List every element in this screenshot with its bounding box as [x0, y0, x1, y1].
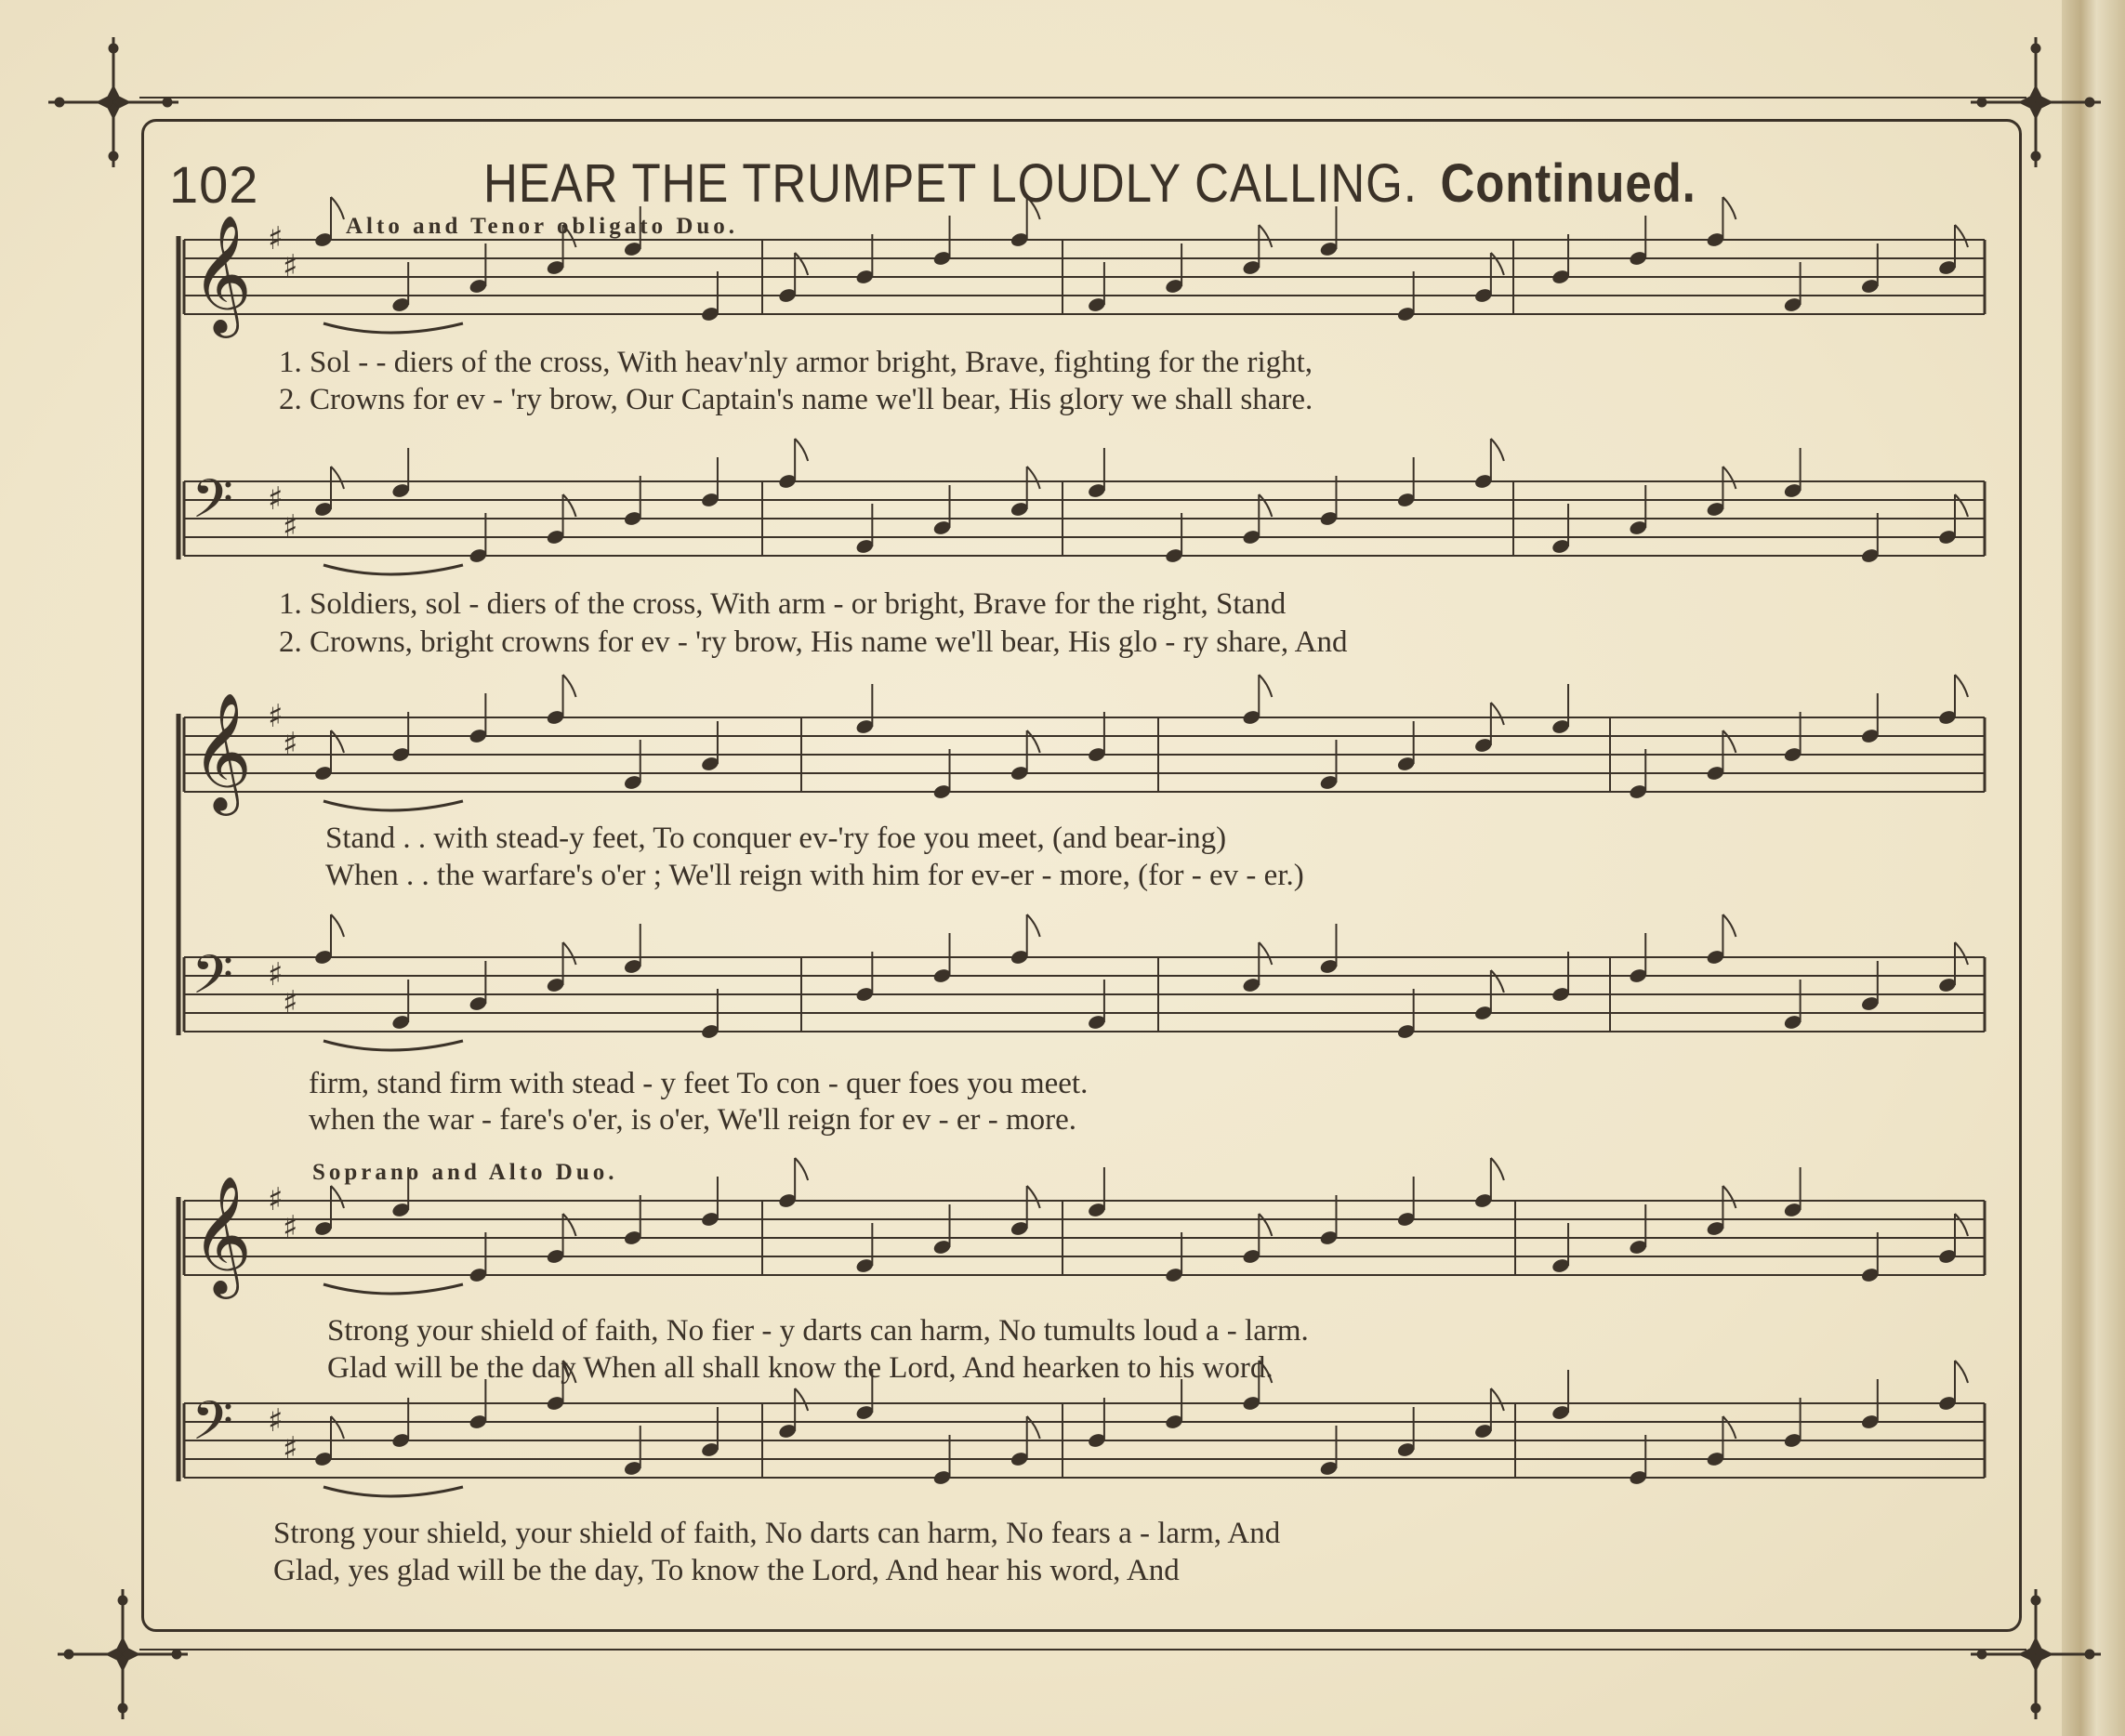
note-flag: [1259, 494, 1272, 517]
lyric-line: Glad will be the day When all shall know the Lord, And hearken to his word.: [327, 1351, 1274, 1385]
note-flag: [563, 942, 576, 965]
lyric-line: 2. Crowns, bright crowns for ev - 'ry brow, His name we'll bear, His glo - ry share, And: [279, 625, 1348, 659]
lyric-line: When . . the warfare's o'er ; We'll reign with him for ev-er - more, (for - ev - er.): [325, 859, 1304, 892]
note-flag: [1027, 1416, 1040, 1439]
lyric-line: 1. Sol - - diers of the cross, With heav'nly armor bright, Brave, fighting for the right,: [279, 346, 1313, 379]
note-flag: [1491, 703, 1504, 725]
treble-clef-icon: 𝄞: [191, 214, 253, 333]
sharp-icon: ♯: [268, 1402, 284, 1440]
section-label-alto-tenor: Alto and Tenor obligato Duo.: [346, 214, 739, 239]
tie-mark: [323, 1041, 463, 1050]
note-flag: [1259, 1214, 1272, 1236]
continued-label: Continued.: [1440, 153, 1696, 214]
tie-mark: [323, 565, 463, 574]
note-flag: [795, 1388, 808, 1411]
note-flag: [331, 467, 344, 489]
lyric-line: Strong your shield, your shield of faith, No darts can harm, No fears a - larm, And: [273, 1517, 1281, 1550]
note-flag: [331, 197, 344, 219]
note-flag: [1027, 467, 1040, 489]
treble-clef-icon: 𝄞: [191, 691, 253, 810]
sharp-icon: ♯: [283, 984, 298, 1021]
note-flag: [795, 1158, 808, 1180]
sharp-icon: ♯: [283, 726, 298, 763]
note-flag: [563, 1214, 576, 1236]
note-flag: [1722, 1186, 1736, 1208]
tie-mark: [323, 1284, 463, 1294]
sharp-icon: ♯: [268, 956, 284, 993]
note-flag: [563, 225, 576, 247]
note-flag: [795, 253, 808, 275]
sharp-icon: ♯: [268, 698, 284, 735]
sharp-icon: ♯: [283, 248, 298, 285]
note-flag: [1259, 675, 1272, 697]
note-flag: [1722, 467, 1736, 489]
note-flag: [1027, 1186, 1040, 1208]
note-flag: [1259, 225, 1272, 247]
note-flag: [1491, 439, 1504, 461]
note-flag: [1491, 1158, 1504, 1180]
note-flag: [563, 494, 576, 517]
note-flag: [1027, 914, 1040, 937]
note-flag: [1955, 1214, 1968, 1236]
lyric-line: 1. Soldiers, sol - diers of the cross, With arm - or bright, Brave for the right, Stand: [279, 587, 1287, 621]
note-flag: [1027, 197, 1040, 219]
note-flag: [1955, 942, 1968, 965]
note-flag: [1259, 942, 1272, 965]
lyric-line: when the war - fare's o'er, is o'er, We'll reign for ev - er - more.: [309, 1103, 1077, 1137]
note-flag: [1722, 730, 1736, 753]
note-flag: [1027, 730, 1040, 753]
note-flag: [1491, 970, 1504, 993]
section-label-soprano-alto: Soprano and Alto Duo.: [312, 1160, 618, 1185]
note-flag: [331, 914, 344, 937]
note-flag: [331, 1186, 344, 1208]
sharp-icon: ♯: [283, 1209, 298, 1246]
note-flag: [563, 675, 576, 697]
tie-mark: [323, 323, 463, 333]
note-flag: [1955, 1361, 1968, 1383]
lyric-line: 2. Crowns for ev - 'ry brow, Our Captain's name we'll bear, His glory we shall share.: [279, 383, 1313, 416]
bass-clef-icon: 𝄢: [191, 467, 234, 544]
bass-clef-icon: 𝄢: [191, 943, 234, 1019]
note-flag: [1722, 197, 1736, 219]
note-flag: [1955, 675, 1968, 697]
note-flag: [795, 439, 808, 461]
tie-mark: [323, 801, 463, 810]
title-text: HEAR THE TRUMPET LOUDLY CALLING.: [483, 153, 1418, 214]
sharp-icon: ♯: [283, 508, 298, 546]
note-flag: [331, 730, 344, 753]
page-number: 102: [169, 155, 259, 214]
sharp-icon: ♯: [283, 1430, 298, 1467]
note-flag: [331, 1416, 344, 1439]
sharp-icon: ♯: [268, 480, 284, 518]
lyric-line: Strong your shield of faith, No fier - y darts can harm, No tumults loud a - larm.: [327, 1314, 1309, 1348]
lyric-line: Stand . . with stead-y feet, To conquer ev-'ry foe you meet, (and bear-ing): [325, 822, 1227, 855]
bass-clef-icon: 𝄢: [191, 1389, 234, 1466]
lyric-line: firm, stand firm with stead - y feet To con - quer foes you meet.: [309, 1067, 1089, 1100]
note-flag: [1722, 914, 1736, 937]
treble-clef-icon: 𝄞: [191, 1175, 253, 1294]
note-flag: [1491, 253, 1504, 275]
note-flag: [1955, 225, 1968, 247]
tie-mark: [323, 1487, 463, 1496]
note-flag: [1722, 1416, 1736, 1439]
sharp-icon: ♯: [268, 220, 284, 257]
note-flag: [1955, 494, 1968, 517]
sharp-icon: ♯: [268, 1181, 284, 1218]
lyric-line: Glad, yes glad will be the day, To know the Lord, And hear his word, And: [273, 1554, 1180, 1587]
note-flag: [1491, 1388, 1504, 1411]
